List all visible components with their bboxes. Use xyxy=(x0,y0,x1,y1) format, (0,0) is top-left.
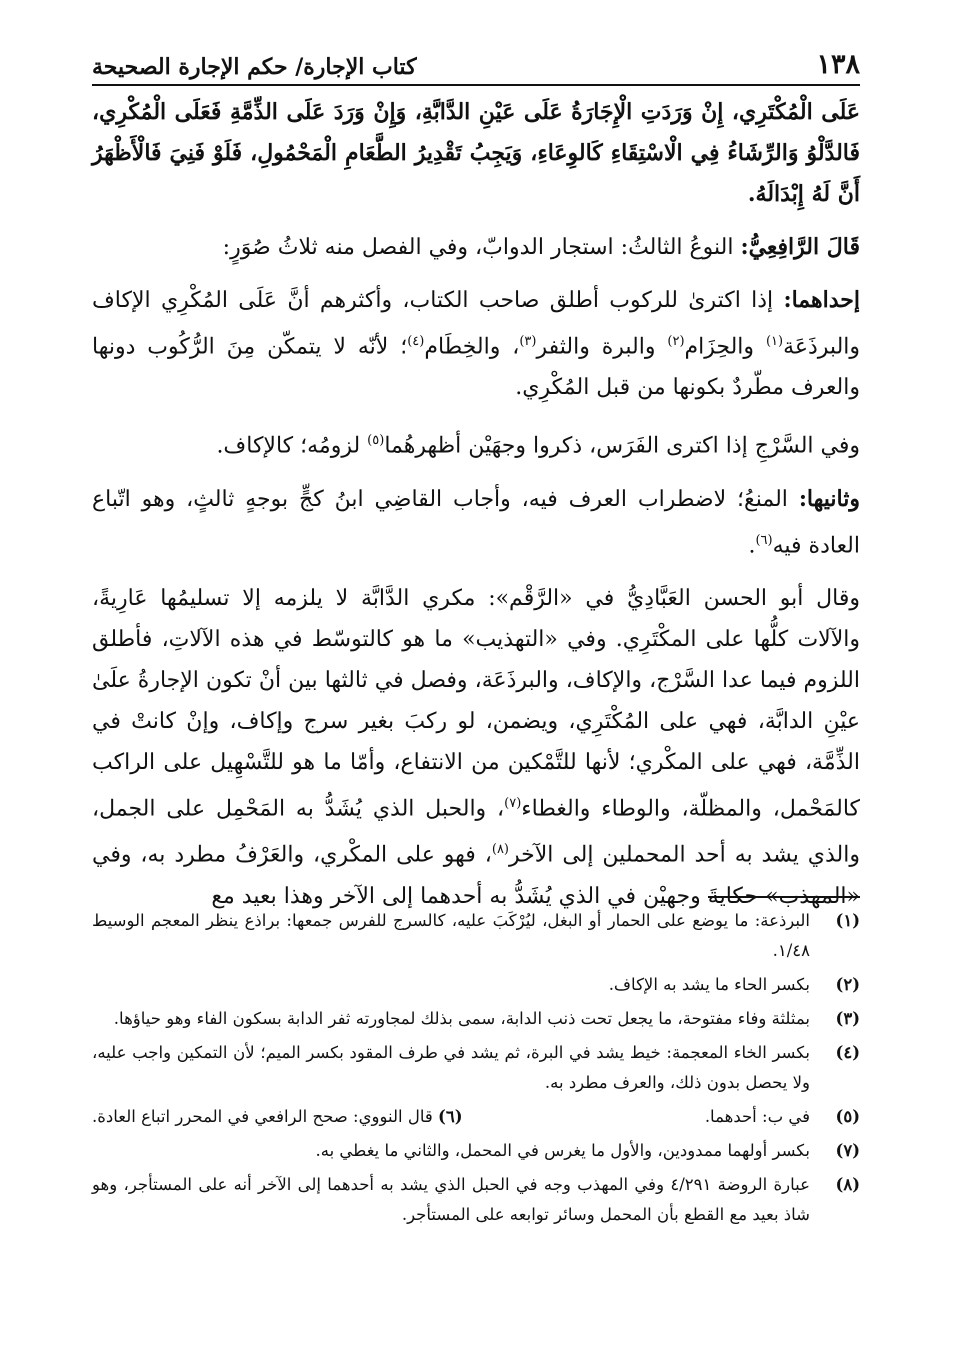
footnote-number: (٣) xyxy=(835,1009,860,1028)
footnote xyxy=(92,1102,860,1132)
footnote-separator xyxy=(708,896,860,898)
paragraph-text: إذا اكترىٰ للركوب أطلق صاحب الكتاب، وأكثرهم أنَّ عَلَى المُكْرِي الإكاف والبرذَعَة xyxy=(92,288,861,360)
matn-paragraph: عَلَى الْمُكْتَرِي، إِنْ وَرَدَتِ الْإِجَارَةُ عَلَى عَيْنِ الدَّابَّةِ، وَإِنْ وَرَدَ عَلَى الذِّمَّةِ فَعَلَى الْمُكْرِي، فَالدَّلْوُ وَالرِّشَاءُ فِي الْاسْتِقَاءِ كَالوِعَاءِ، وَيَجِبُ تَقْدِيرُ الطَّعَامِ الْمَحْمُولِ، فَلَوْ فَنِيَ فَالْأَظْهَرُ أَنَّ لَهُ إِبْدَالَهُ. xyxy=(92,99,860,207)
footnote-text: بكسر أولهما ممدودين، والأول ما يغرس في المحمل، والثاني ما يغطي به. xyxy=(315,1141,810,1160)
footnote-number: (١) xyxy=(835,911,860,930)
case-label: إحداهما: xyxy=(783,287,860,313)
paragraph-text: وفي السَّرْجِ إذا اكترى الفَرَس، ذكروا وجهَيْن أظهرهُما xyxy=(384,433,860,459)
footnote-ref[interactable]: (٧) xyxy=(504,795,522,811)
footnote-ref[interactable]: (٨) xyxy=(491,842,509,858)
speaker-label: قَالَ الرَّافِعِيُّ: xyxy=(740,234,860,260)
paragraph-text: ، والخِطَام xyxy=(424,334,520,360)
footnote xyxy=(92,1170,860,1230)
case-label: وثانيها: xyxy=(798,485,860,512)
footnote xyxy=(92,1038,860,1098)
footnote-ref[interactable]: (٢) xyxy=(667,334,685,349)
paragraph-second-case xyxy=(92,479,860,566)
paragraph-text: . xyxy=(748,532,756,558)
footnotes xyxy=(92,906,860,1234)
main-text xyxy=(92,92,860,929)
footnote-number: (٢) xyxy=(835,975,860,994)
page-header xyxy=(92,40,860,86)
footnote-text: قال النووي: صحح الرافعي في المحرر اتباع العادة. xyxy=(92,1107,433,1126)
paragraph-text: ؛ لأنّه لا يتمكّن مِنَ الرُّكُوب دونها والعرف مطّردٌ بكونها من قبل المُكْرِي. xyxy=(92,334,860,401)
footnote-number: (٥) xyxy=(835,1107,860,1126)
commentary-intro xyxy=(92,227,860,268)
footnote-text: في ب: أحدهما. xyxy=(704,1107,810,1126)
paragraph-text: والبرة والثفر xyxy=(536,334,668,360)
footnote-ref[interactable]: (٤) xyxy=(407,334,425,349)
footnote xyxy=(92,1136,860,1166)
footnote-text: بمثلثة وفاء مفتوحة، ما يجعل تحت ذنب الدابة، سمى بذلك لمجاورته ثفر الدابة بسكون الفاء وهو حياؤها. xyxy=(113,1009,810,1028)
footnote-ref[interactable]: (٣) xyxy=(519,334,537,349)
page-number: ١٣٨ xyxy=(816,49,860,80)
footnote xyxy=(92,970,860,1000)
footnote-pair xyxy=(92,1102,810,1132)
paragraph-abbadi xyxy=(92,578,860,917)
paragraph-text: ، فهو على المكْري، والعَرْفُ مطرد به، وفي «المهذب» حكايةَ وجهيْن في الذي يُشَدُّ به أحدهما إلى الآخر وهذا بعيد مع xyxy=(92,842,860,909)
paragraph-text: وقال أبو الحسن العَبَّادِيُّ في «الرَّقْم»: مكري الدَّابَّة لا يلزمه إلا تسليمُها عَارِيةً، والآلات كلُّها على المكْتَرِي. وفي «التهذيب» ما هو كالتوسّط في هذه الآلاتِ، فأطلق اللزوم فيما عدا السَّرْج، والإكاف، والبرذَعَة، وفصل في ثالثها بين أنْ تكون الإجارةُ علَىٰ عيْنِ الدابَّة، فهي على المُكْتَرِي، ويضمن، لو ركبَ بغير سرج وإكاف، وإنْ كانتْ في الذِّمَّة، فهي على المكْري؛ لأنها للتَّمْكين من الانتفاع، وأمّا ما هو للتَّسْهِيل على الراكب كالمَحْمل، والمظلّة، والوطاء والغطاء xyxy=(92,585,860,822)
footnote xyxy=(92,1004,860,1034)
footnote-ref[interactable]: (١) xyxy=(765,334,784,349)
footnote-ref[interactable]: (٥) xyxy=(367,433,385,449)
running-title: كتاب الإجارة/ حكم الإجارة الصحيحة xyxy=(92,54,417,80)
footnote-inline xyxy=(92,1102,463,1132)
paragraph-text: والحِزَام xyxy=(684,334,766,360)
footnote-number: (٤) xyxy=(835,1043,860,1062)
paragraph-text: لزومُه؛ كالإكاف. xyxy=(216,433,368,459)
footnote-text: عبارة الروضة ٤/٢٩١ وفي المهذب وجه في الحبل الذي يشد به أحدهما إلى الآخر أنه على المستأجر، وهو شاذ بعيد مع القطع بأن المحمل وسائر توابعه على المستأجر. xyxy=(92,1175,810,1224)
footnote-text: بكسر الحاء ما يشد به الإكاف. xyxy=(608,975,810,994)
footnote-number: (٧) xyxy=(835,1141,860,1160)
footnote-ref[interactable]: (٦) xyxy=(755,532,773,548)
footnote-number: (٦) xyxy=(438,1107,463,1126)
paragraph-first-case xyxy=(92,280,860,408)
paragraph-text: النوعُ الثالثُ: استجار الدوابّ، وفي الفصل منه ثلاثُ صُوَرٍ: xyxy=(222,235,741,260)
footnote-text: بكسر الخاء المعجمة: خيط يشد في البرة، ثم يشد في طرف المقود بكسر الميم؛ لأن التمكين واجب عليه، ولا يحصل بدون ذلك، والعرف مطرد به. xyxy=(92,1043,810,1092)
footnote xyxy=(92,906,860,966)
paragraph-text: المنعُ؛ لاضطراب العرف فيه، وأجاب القاضِي ابنُ كجٍّ بوجهٍ ثالثٍ، وهو اتّباع العادة فيه xyxy=(92,486,860,558)
paragraph-text: ، والحبل الذي يُشَدُّ به المَحْمِل على الجمل، والذي يشد به أحد المحملين إلى الآخر xyxy=(92,796,860,868)
paragraph-saddle xyxy=(92,420,860,466)
footnote-text: البرذعة: ما يوضع على الحمار أو البغل، ليُرْكَبَ عليه، كالسرج للفرس جمعها: براذع ينظر المعجم الوسيط ١/٤٨. xyxy=(92,911,810,960)
footnote-number: (٨) xyxy=(835,1175,860,1194)
